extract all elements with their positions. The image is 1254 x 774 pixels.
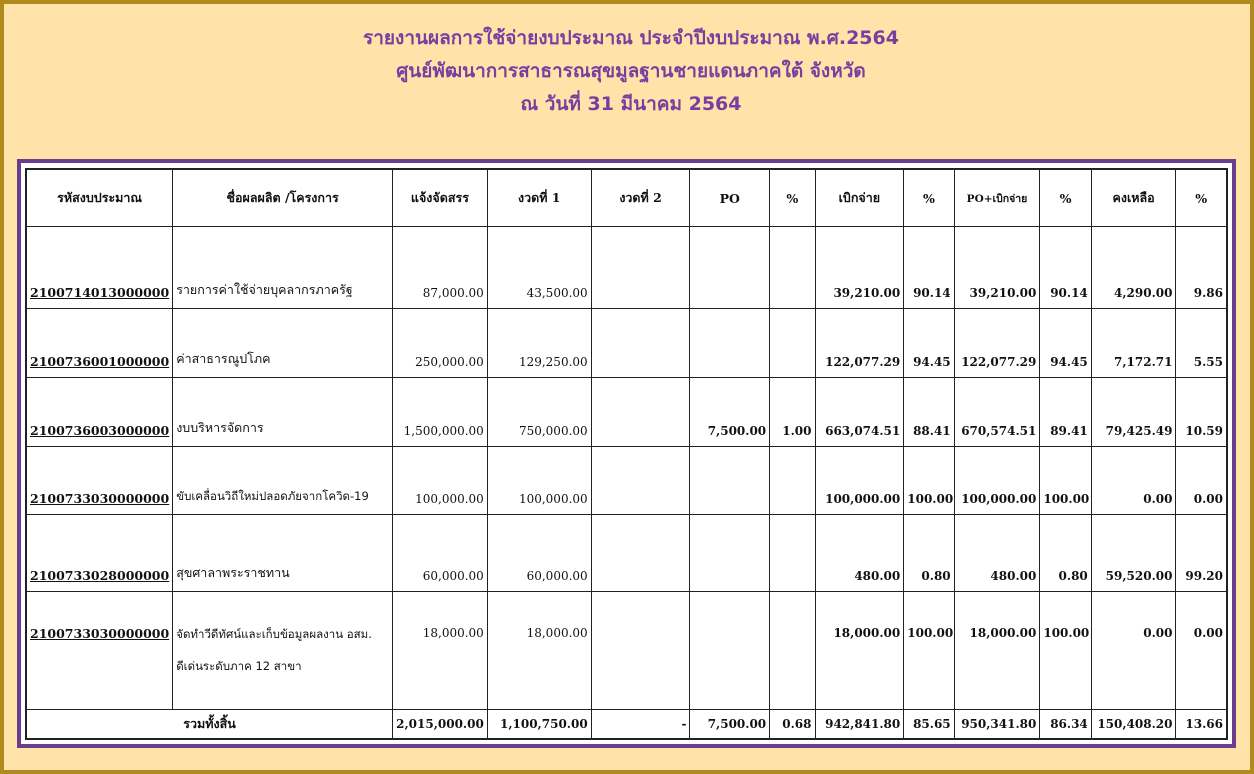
project-name: งบบริหารจัดการ [173, 377, 393, 446]
disbursed-cell: 663,074.51 [815, 377, 904, 446]
total-allocated: 2,015,000.00 [393, 709, 488, 738]
po-cell [690, 592, 770, 710]
po-cell [690, 227, 770, 309]
po-cell [690, 447, 770, 514]
po-disbursed-pct-cell: 89.41 [1040, 377, 1091, 446]
col-header-period2: งวดที่ 2 [591, 170, 690, 227]
remaining-pct-cell: 10.59 [1176, 377, 1227, 446]
remaining-pct-cell: 99.20 [1176, 514, 1227, 591]
budget-code: 2100736001000000 [27, 309, 173, 377]
allocated-cell: 60,000.00 [393, 514, 488, 591]
table-row [27, 227, 1227, 309]
total-po-disbursed-pct: 86.34 [1040, 709, 1091, 738]
budget-code: 2100733030000000 [27, 592, 173, 710]
po-disbursed-cell: 39,210.00 [954, 227, 1040, 309]
project-name-continued: ดีเด่นระดับภาค 12 สาขา [176, 659, 302, 674]
total-remaining-pct: 13.66 [1176, 709, 1227, 738]
total-remaining: 150,408.20 [1091, 709, 1176, 738]
remaining-cell: 0.00 [1091, 447, 1176, 514]
allocated-cell: 18,000.00 [393, 592, 488, 710]
disbursed-pct-cell: 88.41 [904, 377, 954, 446]
po-disbursed-pct-cell: 0.80 [1040, 514, 1091, 591]
disbursed-cell: 480.00 [815, 514, 904, 591]
po-disbursed-pct-cell: 100.00 [1040, 592, 1091, 710]
col-header-period1: งวดที่ 1 [487, 170, 591, 227]
disbursed-pct-cell: 100.00 [904, 592, 954, 710]
col-header-name: ชื่อผลผลิต /โครงการ [173, 170, 393, 227]
period2-cell [591, 227, 690, 309]
remaining-pct-cell: 9.86 [1176, 227, 1227, 309]
col-header-allocated: แจ้งจัดสรร [393, 170, 488, 227]
project-name: รายการค่าใช้จ่ายบุคลากรภาครัฐ [173, 227, 393, 309]
po-cell [690, 514, 770, 591]
period1-cell: 43,500.00 [487, 227, 591, 309]
disbursed-pct-cell: 90.14 [904, 227, 954, 309]
table-row [27, 447, 1227, 514]
po-cell [690, 309, 770, 377]
report-title: รายงานผลการใช้จ่ายงบประมาณ ประจำปีงบประมาณ พ.ศ.2564 [363, 27, 899, 49]
po-disbursed-cell: 100,000.00 [954, 447, 1040, 514]
table-row [27, 514, 1227, 591]
project-name-cell [173, 592, 393, 710]
total-disbursed: 942,841.80 [815, 709, 904, 738]
col-header-po: PO [690, 170, 770, 227]
total-po: 7,500.00 [690, 709, 770, 738]
disbursed-pct-cell: 100.00 [904, 447, 954, 514]
project-name: ค่าสาธารณูปโภค [173, 309, 393, 377]
total-po-disbursed: 950,341.80 [954, 709, 1040, 738]
remaining-pct-cell: 5.55 [1176, 309, 1227, 377]
col-header-code: รหัสงบประมาณ [27, 170, 173, 227]
period1-cell: 100,000.00 [487, 447, 591, 514]
col-header-po-disbursed-pct: % [1040, 170, 1091, 227]
po-disbursed-pct-cell: 90.14 [1040, 227, 1091, 309]
disbursed-cell: 100,000.00 [815, 447, 904, 514]
po-pct-cell [770, 592, 815, 710]
total-po-pct: 0.68 [770, 709, 815, 738]
period1-cell: 750,000.00 [487, 377, 591, 446]
disbursed-cell: 18,000.00 [815, 592, 904, 710]
remaining-pct-cell: 0.00 [1176, 592, 1227, 710]
disbursed-cell: 122,077.29 [815, 309, 904, 377]
report-header [4, 22, 1254, 121]
col-header-remaining-pct: % [1176, 170, 1227, 227]
disbursed-cell: 39,210.00 [815, 227, 904, 309]
po-pct-cell [770, 514, 815, 591]
report-organization: ศูนย์พัฒนาการสาธารณสุขมูลฐานชายแดนภาคใต้ จังหวัด [396, 60, 866, 82]
table-row [27, 377, 1227, 446]
budget-code: 2100736003000000 [27, 377, 173, 446]
disbursed-pct-cell: 0.80 [904, 514, 954, 591]
col-header-po-pct: % [770, 170, 815, 227]
table-row [27, 592, 1227, 710]
period2-cell [591, 447, 690, 514]
po-pct-cell [770, 447, 815, 514]
col-header-disbursed: เบิกจ่าย [815, 170, 904, 227]
report-date: ณ วันที่ 31 มีนาคม 2564 [520, 93, 742, 115]
disbursed-pct-cell: 94.45 [904, 309, 954, 377]
po-disbursed-cell: 480.00 [954, 514, 1040, 591]
table-header-row [27, 170, 1227, 227]
po-pct-cell [770, 227, 815, 309]
period2-cell [591, 592, 690, 710]
budget-code: 2100714013000000 [27, 227, 173, 309]
period1-cell: 129,250.00 [487, 309, 591, 377]
budget-code: 2100733030000000 [27, 447, 173, 514]
col-header-po-disbursed: PO+เบิกจ่าย [954, 170, 1040, 227]
period2-cell [591, 514, 690, 591]
remaining-pct-cell: 0.00 [1176, 447, 1227, 514]
total-period2: - [591, 709, 690, 738]
po-pct-cell [770, 309, 815, 377]
report-sheet [17, 159, 1236, 748]
table-row [27, 309, 1227, 377]
allocated-cell: 100,000.00 [393, 447, 488, 514]
total-disbursed-pct: 85.65 [904, 709, 954, 738]
po-disbursed-cell: 670,574.51 [954, 377, 1040, 446]
budget-table-container [25, 168, 1228, 740]
total-period1: 1,100,750.00 [487, 709, 591, 738]
remaining-cell: 4,290.00 [1091, 227, 1176, 309]
allocated-cell: 1,500,000.00 [393, 377, 488, 446]
budget-table [26, 169, 1227, 739]
remaining-cell: 0.00 [1091, 592, 1176, 710]
remaining-cell: 59,520.00 [1091, 514, 1176, 591]
period2-cell [591, 377, 690, 446]
period1-cell: 18,000.00 [487, 592, 591, 710]
total-label: รวมทั้งสิ้น [27, 709, 393, 738]
col-header-disbursed-pct: % [904, 170, 954, 227]
allocated-cell: 87,000.00 [393, 227, 488, 309]
period2-cell [591, 309, 690, 377]
col-header-remaining: คงเหลือ [1091, 170, 1176, 227]
project-name: จัดทำวีดีทัศน์และเก็บข้อมูลผลงาน อสม. [176, 627, 372, 642]
po-disbursed-pct-cell: 100.00 [1040, 447, 1091, 514]
po-disbursed-cell: 18,000.00 [954, 592, 1040, 710]
budget-code: 2100733028000000 [27, 514, 173, 591]
po-pct-cell: 1.00 [770, 377, 815, 446]
po-disbursed-cell: 122,077.29 [954, 309, 1040, 377]
total-row [27, 709, 1227, 738]
period1-cell: 60,000.00 [487, 514, 591, 591]
project-name: ขับเคลื่อนวิถีใหม่ปลอดภัยจากโควิด-19 [173, 447, 393, 514]
remaining-cell: 7,172.71 [1091, 309, 1176, 377]
po-disbursed-pct-cell: 94.45 [1040, 309, 1091, 377]
project-name: สุขศาลาพระราชทาน [173, 514, 393, 591]
allocated-cell: 250,000.00 [393, 309, 488, 377]
remaining-cell: 79,425.49 [1091, 377, 1176, 446]
po-cell: 7,500.00 [690, 377, 770, 446]
